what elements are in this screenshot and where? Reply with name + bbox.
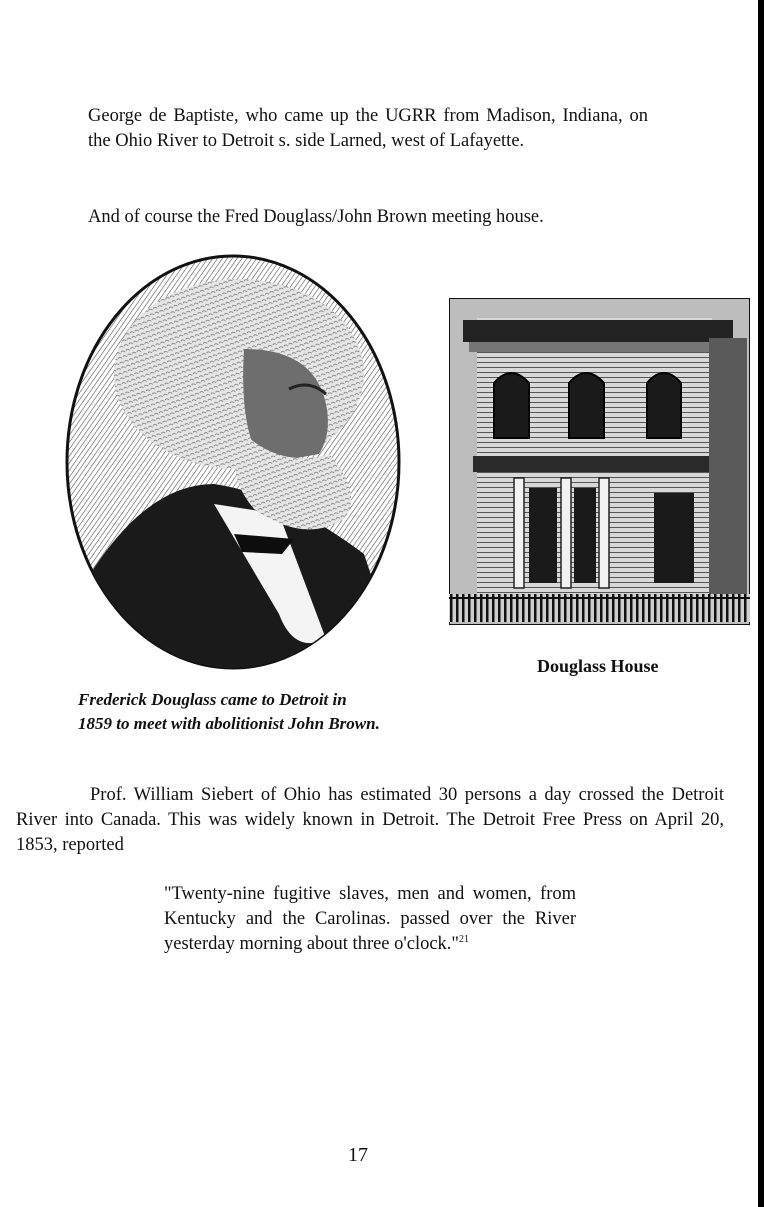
page-number: 17 xyxy=(348,1144,368,1166)
block-quote xyxy=(164,882,576,957)
house-caption: Douglass House xyxy=(537,656,659,676)
douglass-portrait-image xyxy=(64,254,402,674)
footnote-marker: 21 xyxy=(458,933,469,945)
paragraph-de-baptiste: George de Baptiste, who came up the UGRR from Madison, Indiana, on the Ohio River to Detroit s. side Larned, west of Lafayette. xyxy=(88,106,648,151)
portrait-caption-line-1: Frederick Douglass came to Detroit in xyxy=(78,690,347,709)
page-edge-bar xyxy=(758,0,764,1207)
quote-text: "Twenty-nine fugitive slaves, men and women, from Kentucky and the Carolinas. passed over the River yesterday morning about three o'clock." xyxy=(164,884,576,954)
douglass-house-image xyxy=(449,298,750,625)
paragraph-meeting-house: And of course the Fred Douglass/John Brown meeting house. xyxy=(88,207,544,227)
paragraph-siebert: Prof. William Siebert of Ohio has estimated 30 persons a day crossed the Detroit River into Canada. This was widely known in Detroit. The Detroit Free Press on April 20, 1853, reported xyxy=(16,785,724,855)
portrait-caption-line-2: 1859 to meet with abolitionist John Brown. xyxy=(78,714,380,733)
portrait-caption xyxy=(78,688,438,736)
